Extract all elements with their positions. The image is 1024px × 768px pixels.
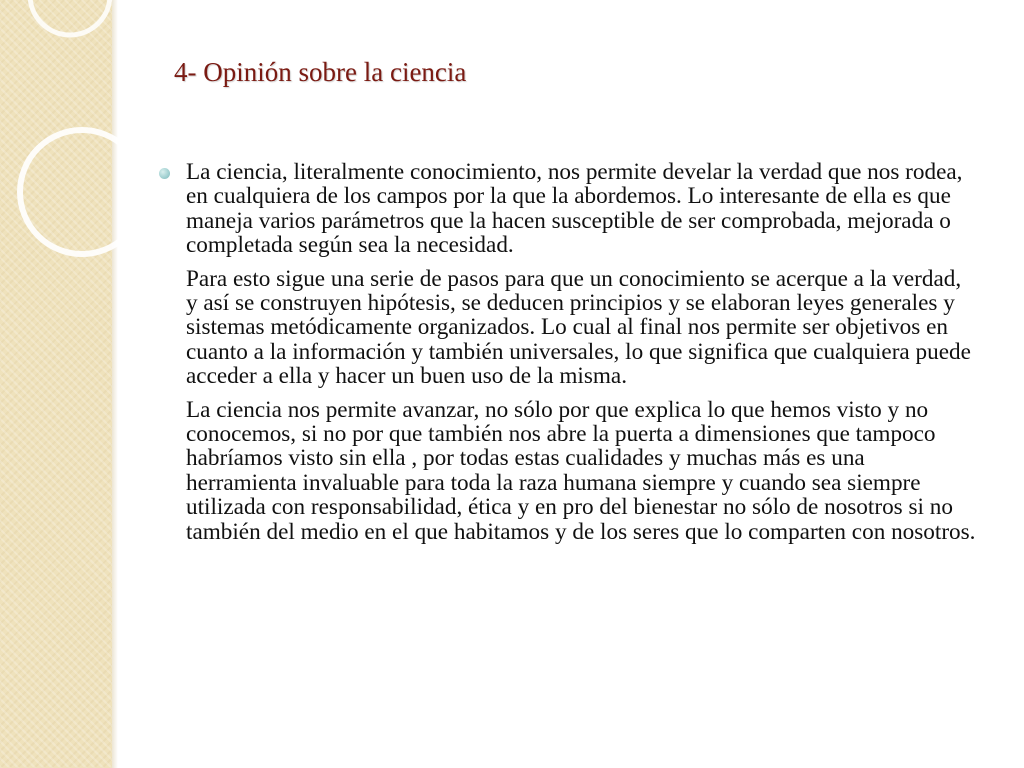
slide-title: 4- Opinión sobre la ciencia bbox=[174, 57, 467, 87]
paragraph-1: La ciencia, literalmente conocimiento, nos permite develar la verdad que nos rodea, en cualquiera de los campos por la que la abordemos. Lo interesante de ella es que maneja varios parámetros que la hacen susceptible de ser comprobada, mejorada o completada según sea la necesidad. bbox=[186, 159, 963, 259]
decorative-circles bbox=[0, 0, 140, 300]
bullet-icon bbox=[159, 168, 170, 179]
decorative-circle-bottom bbox=[20, 130, 140, 254]
paragraph-3: La ciencia nos permite avanzar, no sólo por que explica lo que hemos visto y no conocemos, si no por que también nos abre la puerta a dimensiones que tampoco habríamos visto sin ella , por todas estas cualidades y muchas más es una herramienta invaluable para toda la raza humana siempre y cuando sea siempre utilizada con responsabilidad, ética y en pro del bienestar no sólo de nosotros si no también del medio en el que habitamos y de los seres que lo comparten con nosotros. bbox=[186, 396, 976, 545]
decorative-circle-top bbox=[30, 0, 110, 35]
paragraph-2: Para esto sigue una serie de pasos para que un conocimiento se acerque a la verdad, y así se construyen hipótesis, se deducen principios y se elaboran leyes generales y sistemas metódicamente organizados. Lo cual al final nos permite ser objetivos en cuanto a la información y también universales, lo que significa que cualquiera puede acceder a ella y hacer un buen uso de la misma. bbox=[186, 265, 971, 390]
slide-body bbox=[186, 160, 976, 553]
